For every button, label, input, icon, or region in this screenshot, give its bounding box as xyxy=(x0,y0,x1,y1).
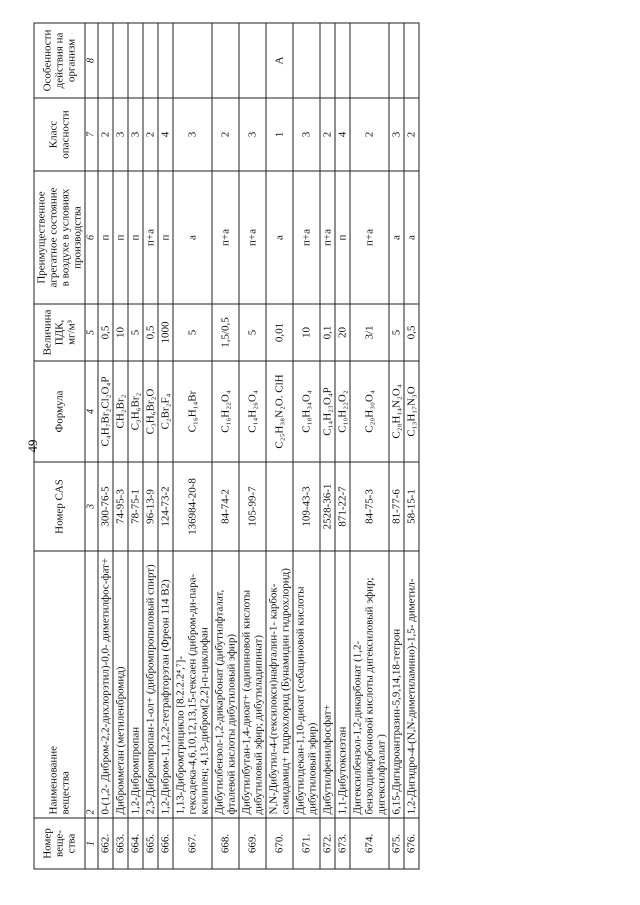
cas-number: 58-15-1 xyxy=(404,462,419,551)
substance-number: 662. xyxy=(98,818,113,869)
formula: C₁₆H₂₂O₄ xyxy=(212,361,239,462)
mac-value: 5 xyxy=(389,304,404,361)
formula: C₁₄H₂₃O₄P xyxy=(320,361,335,462)
table-row xyxy=(350,23,389,869)
mac-value: 5 xyxy=(239,304,266,361)
formula: C₂₅H₃₈N₂O. ClH xyxy=(266,361,293,462)
header-line: Особенности xyxy=(41,29,53,92)
header-line: Наименование xyxy=(47,745,59,815)
hazard-class: 3 xyxy=(128,98,143,171)
mac-value: 5 xyxy=(173,304,212,361)
substance-number: 674. xyxy=(350,818,389,869)
header-substance-name xyxy=(34,551,85,818)
table-row xyxy=(158,23,173,869)
mac-value: 0,5 xyxy=(143,304,158,361)
formula: C₁₀H₂₂O₂ xyxy=(335,361,350,462)
cas-number: 2528-36-1 xyxy=(320,462,335,551)
aggregate-state: п+а xyxy=(239,171,266,304)
special-effects xyxy=(212,23,239,98)
hazard-class: 3 xyxy=(113,98,128,171)
cas-number: 96-13-9 xyxy=(143,462,158,551)
substance-number: 664. xyxy=(128,818,143,869)
cas-number: 124-73-2 xyxy=(158,462,173,551)
header-row xyxy=(34,23,85,869)
mac-value: 20 xyxy=(335,304,350,361)
aggregate-state: п+а xyxy=(350,171,389,304)
substances-table xyxy=(33,23,419,870)
substance-number: 665. xyxy=(143,818,158,869)
header-line: ПДК, xyxy=(53,319,65,346)
special-effects xyxy=(173,23,212,98)
table-row xyxy=(173,23,212,869)
table-row xyxy=(293,23,320,869)
column-index-cell: 7 xyxy=(85,98,98,171)
header-formula xyxy=(34,361,85,462)
formula: C₁₃H₁₇N₃O xyxy=(404,361,419,462)
special-effects xyxy=(293,23,320,98)
substance-number: 667. xyxy=(173,818,212,869)
aggregate-state: п+а xyxy=(293,171,320,304)
aggregate-state: п+а xyxy=(143,171,158,304)
mac-value: 1,5/0,5 xyxy=(212,304,239,361)
formula: C₃H₆Br₂ xyxy=(128,361,143,462)
hazard-class: 2 xyxy=(98,98,113,171)
table-row xyxy=(320,23,335,869)
substance-number: 671. xyxy=(293,818,320,869)
aggregate-state: а xyxy=(266,171,293,304)
hazard-class: 2 xyxy=(350,98,389,171)
substance-number: 669. xyxy=(239,818,266,869)
column-index-cell: 5 xyxy=(85,304,98,361)
header-substance-number xyxy=(34,818,85,869)
formula: C₁₄H₂₆O₄ xyxy=(239,361,266,462)
table-row xyxy=(239,23,266,869)
hazard-class: 4 xyxy=(158,98,173,171)
header-line: в воздухе в условиях xyxy=(59,188,71,287)
substance-name: Дибутилдекан-1,10-диоат (себациновой кислоты дибутиловый эфир) xyxy=(293,551,320,818)
special-effects xyxy=(128,23,143,98)
substance-name: 6,15-Дигидроантразин-5,9,14,18-тетрон xyxy=(389,551,404,818)
header-line: вещества xyxy=(59,771,71,815)
aggregate-state: п xyxy=(98,171,113,304)
substance-number: 673. xyxy=(335,818,350,869)
substance-number: 668. xyxy=(212,818,239,869)
aggregate-state: п xyxy=(335,171,350,304)
aggregate-state: п xyxy=(158,171,173,304)
formula: C₂₈H₁₄N₂O₄ xyxy=(389,361,404,462)
mac-value: 1000 xyxy=(158,304,173,361)
cas-number: 78-75-1 xyxy=(128,462,143,551)
mac-value: 10 xyxy=(293,304,320,361)
special-effects xyxy=(389,23,404,98)
table-row xyxy=(404,23,419,869)
special-effects xyxy=(158,23,173,98)
table-row xyxy=(113,23,128,869)
substance-number: 672. xyxy=(320,818,335,869)
substance-name: 1,2-Дибромпропан xyxy=(128,551,143,818)
substance-name: 1,2-Дигидро-4-(N,N-диметиламино)-1,5- диметил- xyxy=(404,551,419,818)
formula: C₃H₆Br₂O xyxy=(143,361,158,462)
substance-number: 666. xyxy=(158,818,173,869)
cas-number: 105-99-7 xyxy=(239,462,266,551)
formula: C₄H₇Br₂Cl₂O₄P xyxy=(98,361,113,462)
aggregate-state: п+а xyxy=(320,171,335,304)
hazard-class: 1 xyxy=(266,98,293,171)
table-row xyxy=(335,23,350,869)
cas-number: 84-74-2 xyxy=(212,462,239,551)
column-index-cell: 6 xyxy=(85,171,98,304)
cas-number: 84-75-3 xyxy=(350,462,389,551)
header-hazard-class xyxy=(34,98,85,171)
mac-value: 0,1 xyxy=(320,304,335,361)
special-effects xyxy=(404,23,419,98)
formula: C₁₈H₃₄O₄ xyxy=(293,361,320,462)
mac-value: 0,01 xyxy=(266,304,293,361)
substance-name: Дигексилбензол-1,2-дикарбонат (1,2-бензолдикарбоновой кислоты дигексиловый эфир; дигексилфталат ) xyxy=(350,551,389,818)
table-row xyxy=(212,23,239,869)
formula: C₂₀H₃₀O₄ xyxy=(350,361,389,462)
cas-number: 871-22-7 xyxy=(335,462,350,551)
header-special-effects xyxy=(34,23,85,98)
substance-name: 1,1-Дибутоксиэтан xyxy=(335,551,350,818)
substance-name: Дибутилфенилфосфат+ xyxy=(320,551,335,818)
header-line: Номер CAS xyxy=(53,479,65,534)
hazard-class: 2 xyxy=(143,98,158,171)
cas-number: 81-77-6 xyxy=(389,462,404,551)
special-effects xyxy=(98,23,113,98)
substance-number: 676. xyxy=(404,818,419,869)
special-effects xyxy=(350,23,389,98)
table-body xyxy=(98,23,419,869)
special-effects xyxy=(320,23,335,98)
header-line: ства xyxy=(65,833,77,854)
formula: CH₂Br₂ xyxy=(113,361,128,462)
substance-number: 663. xyxy=(113,818,128,869)
substance-name: Дибутилбутан-1,4-диоат+ (адипиновой кислоты дибутиловый эфир; дибутиладипинат) xyxy=(239,551,266,818)
formula: C₂Br₂F₄ xyxy=(158,361,173,462)
column-index-cell: 2 xyxy=(85,551,98,818)
header-line: опасности xyxy=(59,110,71,159)
formula: C₁₆H₁₄Br xyxy=(173,361,212,462)
table-row xyxy=(98,23,113,869)
hazard-class: 2 xyxy=(212,98,239,171)
hazard-class: 3 xyxy=(293,98,320,171)
header-mac-value xyxy=(34,304,85,361)
column-index-cell: 8 xyxy=(85,23,98,98)
substance-name: Дибромметан (метиленбромид) xyxy=(113,551,128,818)
aggregate-state: а xyxy=(404,171,419,304)
mac-value: 3/1 xyxy=(350,304,389,361)
substance-number: 670. xyxy=(266,818,293,869)
hazard-class: 4 xyxy=(335,98,350,171)
substance-name: 2,3-Дибромпропан-1-ол+ (дибромпропиловый спирт) xyxy=(143,551,158,818)
table-row xyxy=(266,23,293,869)
header-line: веще- xyxy=(53,829,65,858)
aggregate-state: п+а xyxy=(212,171,239,304)
mac-value: 0,5 xyxy=(404,304,419,361)
substance-name: 1,2-Дибром-1,1,2,2-тетрафторэтан (Фреон 114 В2) xyxy=(158,551,173,818)
substance-name: N,N-Дибутил-4-(гексилокси)нафталин-1- карбок-самидамид+ гидрохлорид (Бунамидин гидрохлорид) xyxy=(266,551,293,818)
aggregate-state: а xyxy=(173,171,212,304)
table-row xyxy=(143,23,158,869)
column-index-cell: 4 xyxy=(85,361,98,462)
special-effects xyxy=(239,23,266,98)
mac-value: 5 xyxy=(128,304,143,361)
special-effects xyxy=(113,23,128,98)
header-line: агрегатное состояние xyxy=(47,187,59,288)
mac-value: 10 xyxy=(113,304,128,361)
hazard-class: 3 xyxy=(389,98,404,171)
special-effects xyxy=(143,23,158,98)
header-line: организм xyxy=(65,38,77,83)
cas-number: 300-76-5 xyxy=(98,462,113,551)
hazard-class: 2 xyxy=(320,98,335,171)
substance-number: 675. xyxy=(389,818,404,869)
mac-value: 0,5 xyxy=(98,304,113,361)
hazard-class: 3 xyxy=(239,98,266,171)
page-number: 49 xyxy=(25,439,40,453)
cas-number: 136984-20-8 xyxy=(173,462,212,551)
header-line: Класс xyxy=(47,120,59,149)
header-line: действия на xyxy=(53,32,65,89)
table-row xyxy=(389,23,404,869)
header-line: производства xyxy=(71,206,83,269)
aggregate-state: п xyxy=(113,171,128,304)
substance-name: Дибутилбензол-1,2-дикарбонат (дибутилфталат, фталевой кислоты дибутиловый эфир) xyxy=(212,551,239,818)
column-index-cell: 1 xyxy=(85,818,98,869)
cas-number xyxy=(266,462,293,551)
hazard-class: 3 xyxy=(173,98,212,171)
substance-name: 1,13-Дибромтрицикло [8.2.2.2⁴,⁷]-гексадека-4,6,10,12,13,15-гексаен (дибром-ди-пара-ксилилен; 4,13-дибром[2,2]-п-циклофан xyxy=(173,551,212,818)
header-aggregate-state xyxy=(34,171,85,304)
hazard-class: 2 xyxy=(404,98,419,171)
cas-number: 74-95-3 xyxy=(113,462,128,551)
header-line: Величина xyxy=(41,309,53,356)
aggregate-state: а xyxy=(389,171,404,304)
special-effects: А xyxy=(266,23,293,98)
rotated-table-container xyxy=(33,29,607,870)
substance-name: 0-(1,2- Дибром-2,2-дихлорэтил)-0,0- диметилфос-фат+ xyxy=(98,551,113,818)
special-effects xyxy=(335,23,350,98)
column-index-row xyxy=(85,23,98,869)
cas-number: 109-43-3 xyxy=(293,462,320,551)
header-cas-number xyxy=(34,462,85,551)
header-line: Формула xyxy=(53,390,65,433)
header-line: Преимущественное xyxy=(35,191,47,284)
header-line: мг/м³ xyxy=(65,320,77,345)
table-row xyxy=(128,23,143,869)
header-line: Номер xyxy=(41,828,53,859)
column-index-cell: 3 xyxy=(85,462,98,551)
aggregate-state: п xyxy=(128,171,143,304)
